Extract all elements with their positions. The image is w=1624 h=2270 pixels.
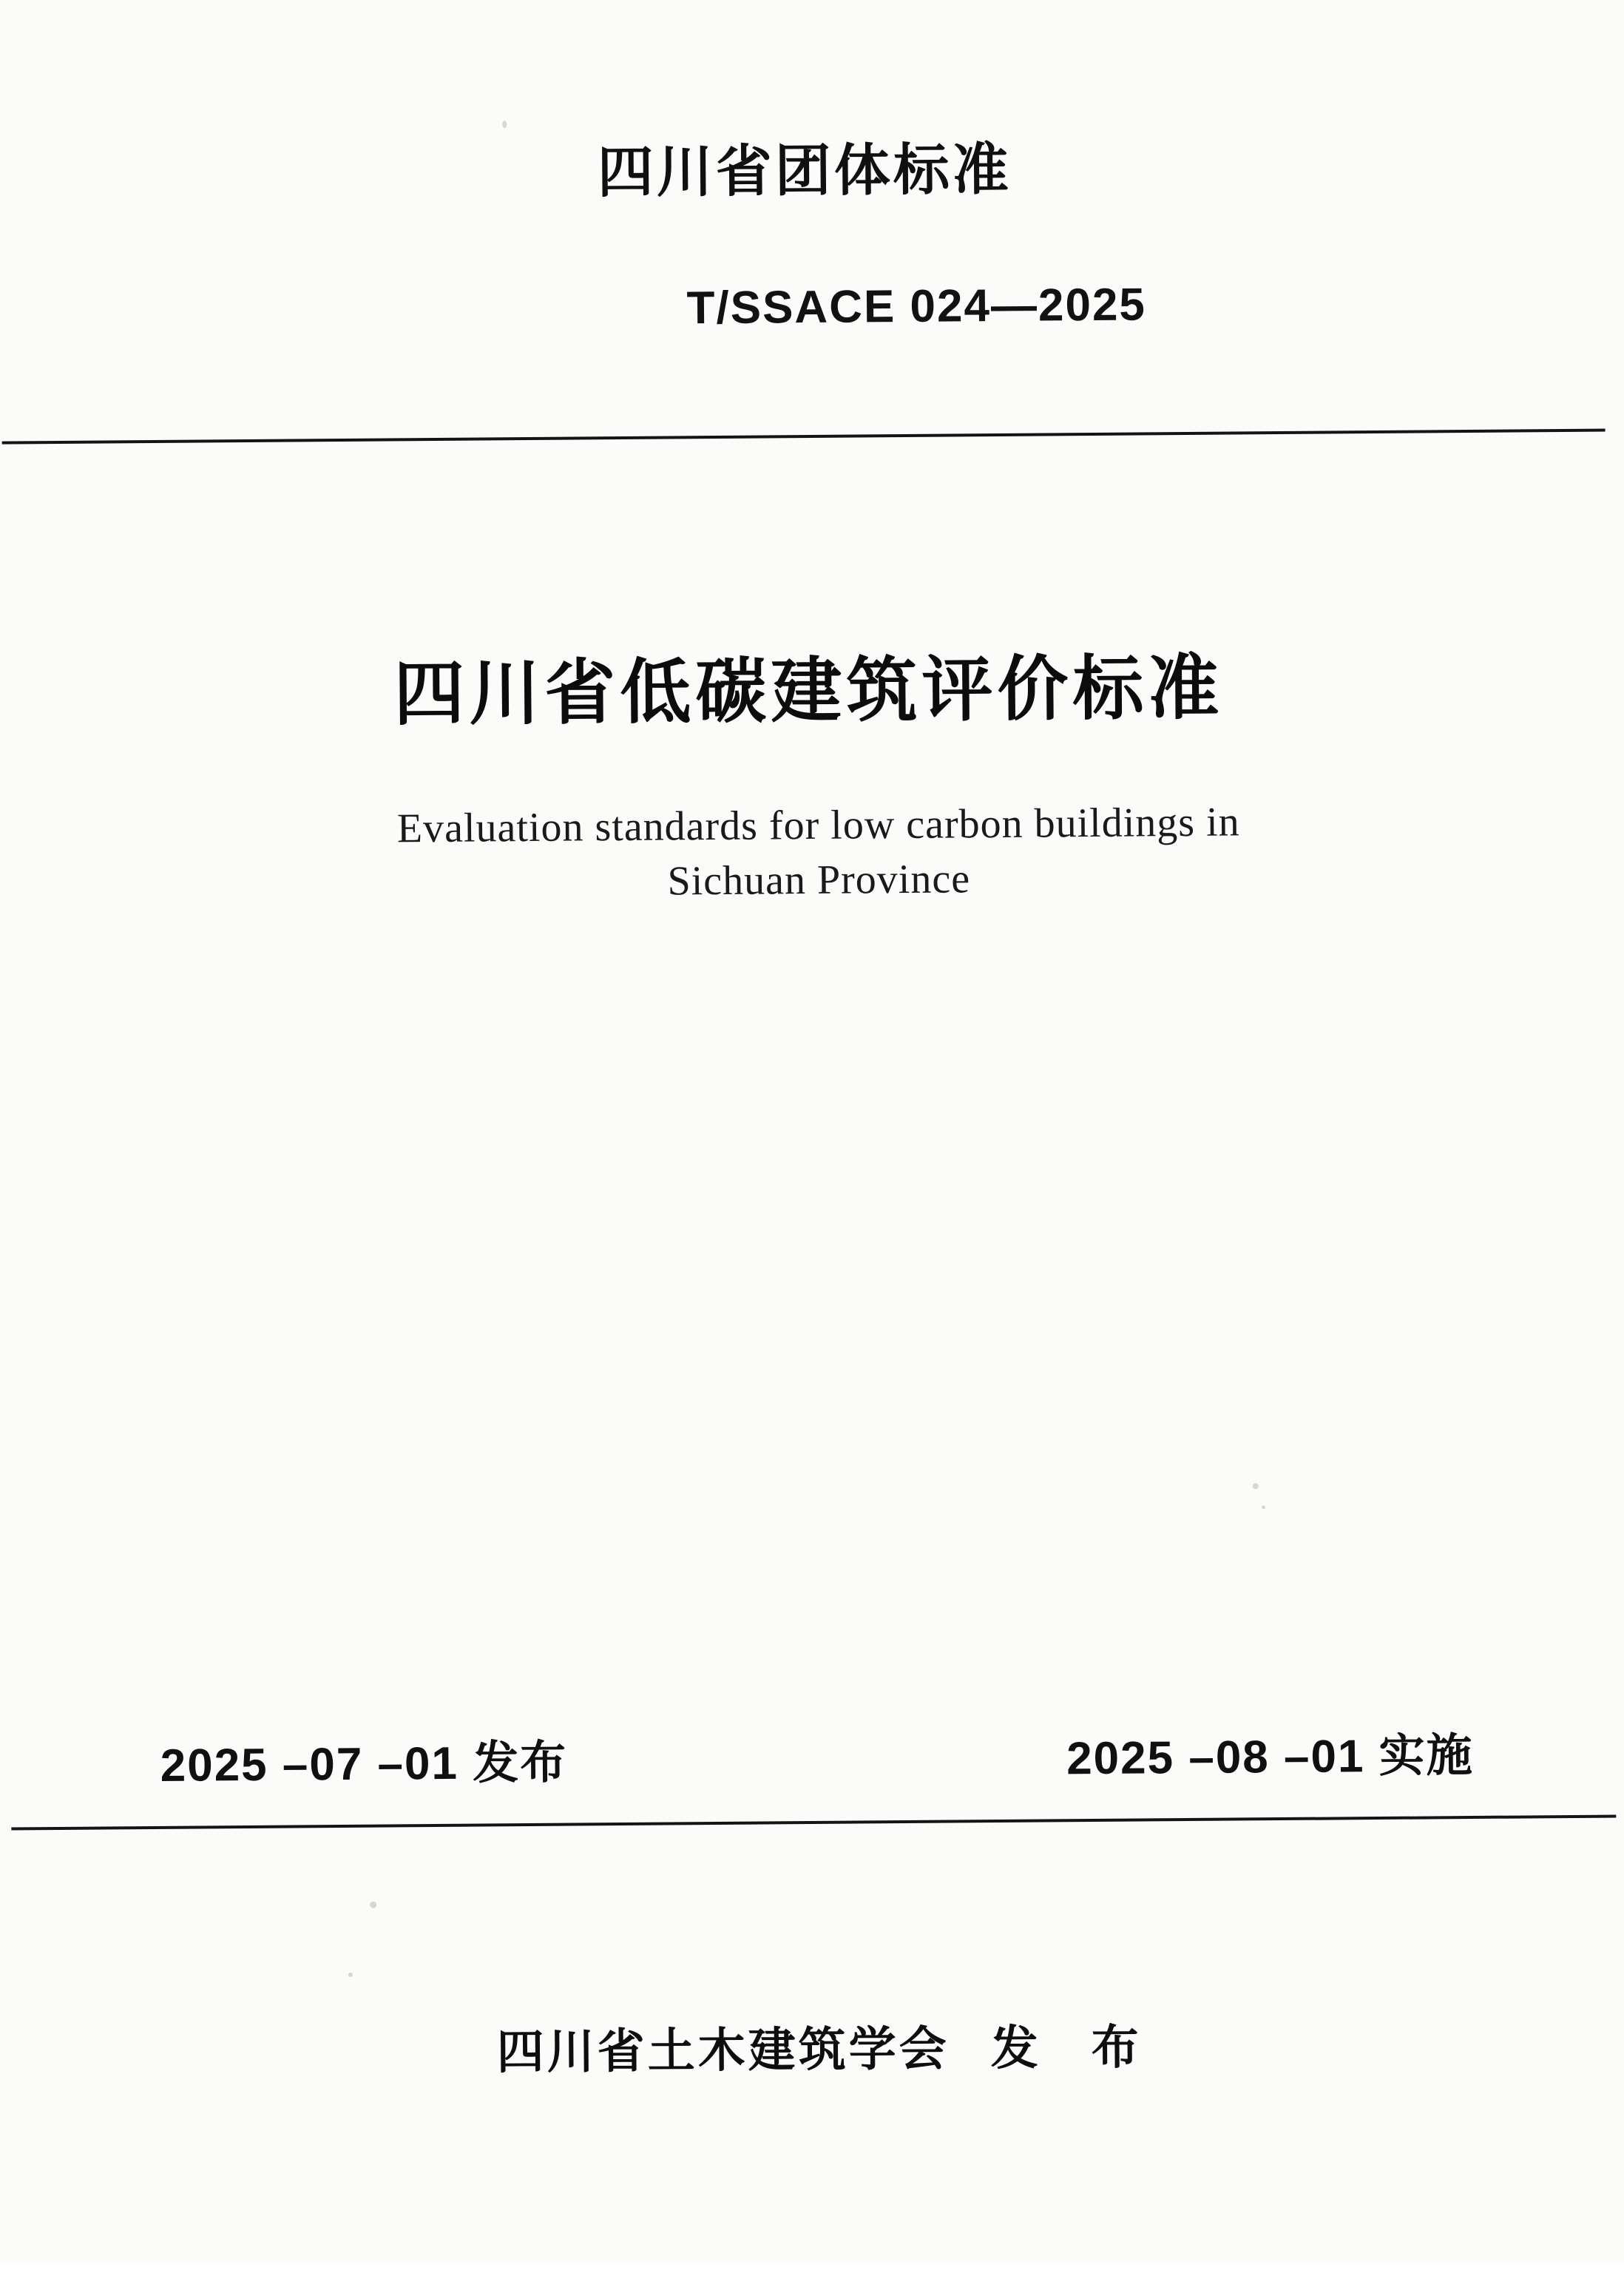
scan-speck: [370, 1902, 376, 1908]
scan-speck: [1262, 1505, 1265, 1509]
scan-speck: [1253, 1483, 1259, 1489]
standard-category-block: [0, 119, 1617, 212]
issue-date: 2025 –07 –01 发布: [160, 1726, 567, 1794]
page-title: 四川省低碳建筑评价标准: [0, 628, 1621, 742]
publisher-line: [7, 2005, 1624, 2086]
standard-category: 四川省团体标准: [0, 119, 1617, 212]
publisher-action: 发 布: [990, 2021, 1142, 2075]
english-title-line-2: Sichuan Province: [242, 849, 1396, 913]
publisher-name: 四川省土木建筑学会: [496, 2022, 950, 2079]
bottom-divider-rule: [11, 1814, 1616, 1830]
top-divider-rule: [2, 429, 1606, 445]
effective-date: 2025 –08 –01 实施: [1066, 1718, 1474, 1787]
scan-speck: [348, 1973, 353, 1977]
english-title: [241, 794, 1395, 913]
english-title-line-1: Evaluation standards for low carbon buildings in: [241, 794, 1395, 858]
standard-number: T/SSACE 024—2025: [0, 274, 1617, 340]
dates-row: [4, 1717, 1624, 1795]
scan-speck: [502, 121, 507, 128]
